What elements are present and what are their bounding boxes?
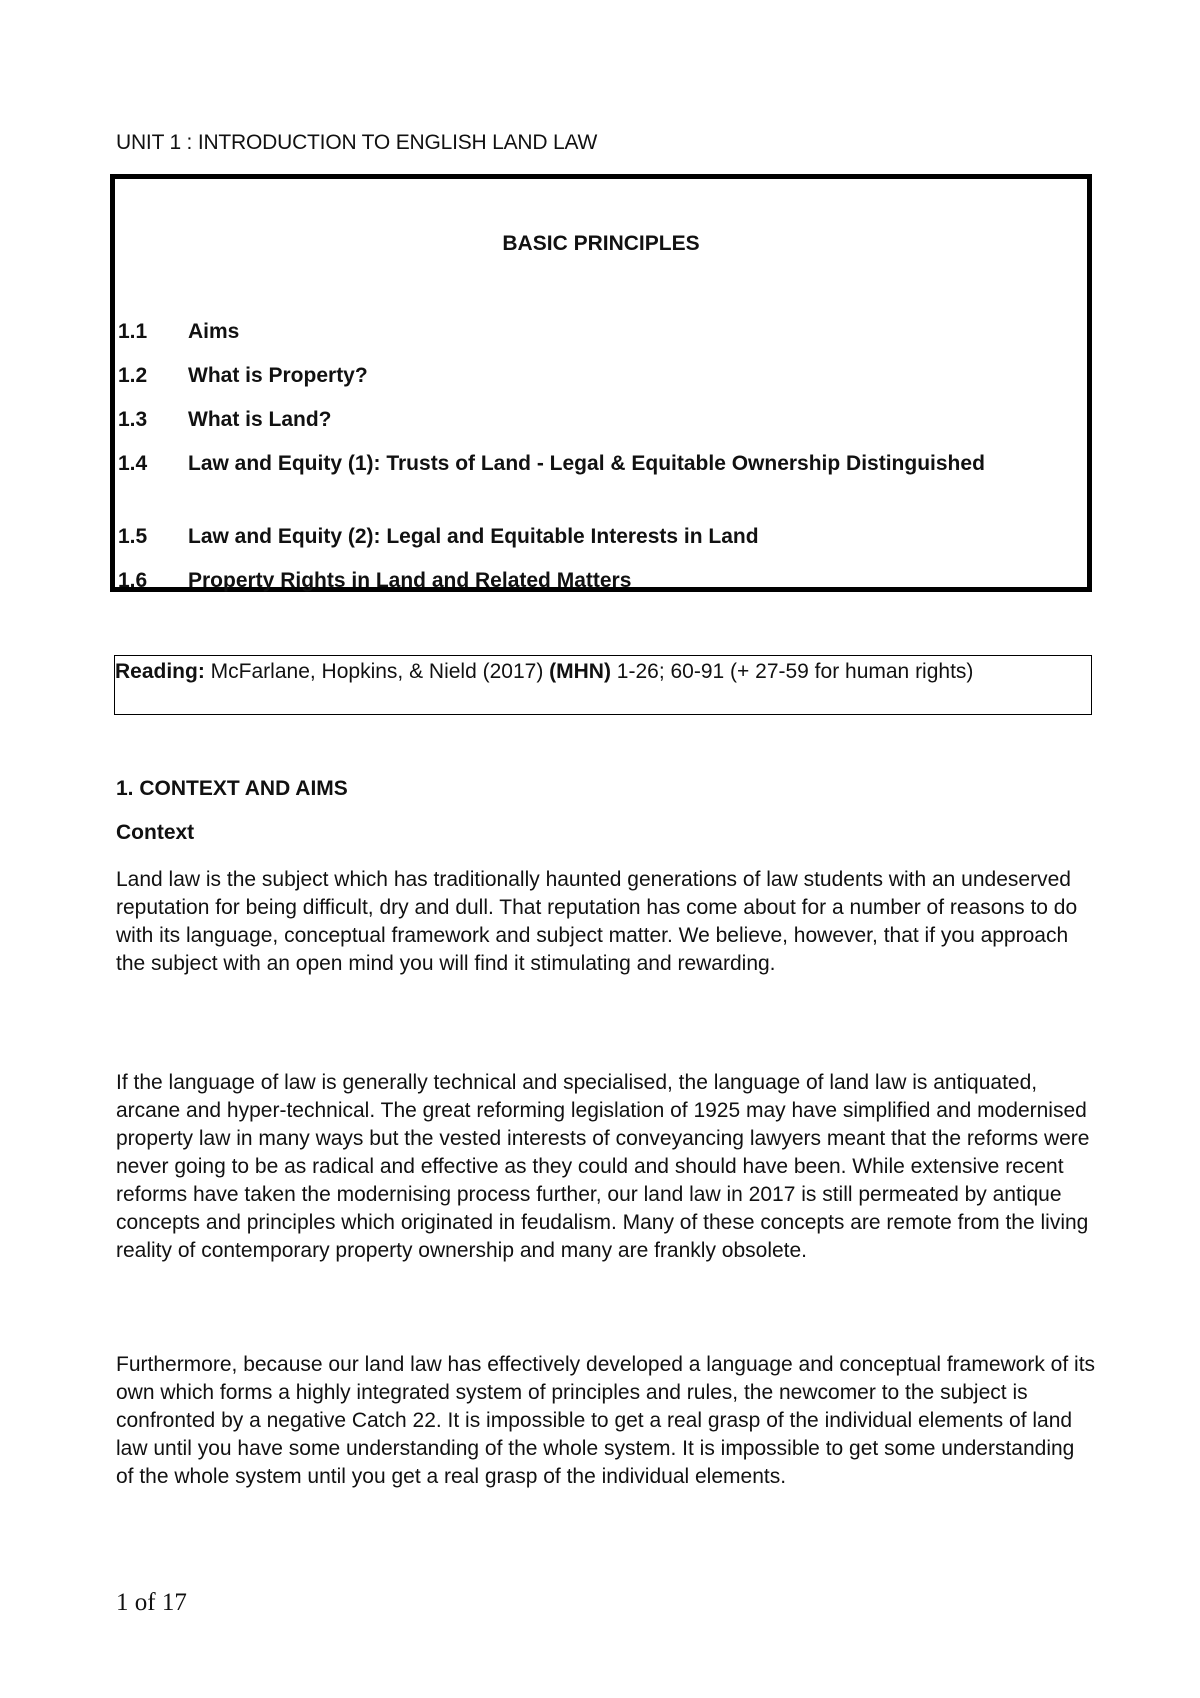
toc-text: What is Property? [188,364,368,387]
toc-number: 1.4 [118,452,148,475]
toc-item-law-equity-1 [115,450,1067,478]
reading-abbreviation: (MHN) [549,660,611,683]
paragraph: If the language of law is generally technical and specialised, the language of land law is antiquated, arcane and hyper-technical. The great reforming legislation of 1925 may have simplified and modernised property law in many ways but the vested interests of conveyancing lawyers meant that the reforms were never going to be as radical and effective as they could and should have been. While extensive recent reforms have taken the modernising process further, our land law in 2017 is still permeated by antique concepts and principles which originated in feudalism. Many of these concepts are remote from the living reality of contemporary property ownership and many are frankly obsolete. [116,1071,1090,1262]
principles-heading: BASIC PRINCIPLES [502,232,700,255]
paragraph: Land law is the subject which has traditionally haunted generations of law students with an undeserved reputation for being difficult, dry and dull. That reputation has come about for a number of reasons to do with its language, conceptual framework and subject matter. We believe, however, that if you approach the subject with an open mind you will find it stimulating and rewarding. [116,868,1078,975]
toc-number: 1.5 [118,525,148,548]
context-subheading: Context [116,821,195,844]
unit-title: UNIT 1 : INTRODUCTION TO ENGLISH LAND LAW [116,131,598,154]
toc-number: 1.3 [118,408,148,431]
reading-authors: McFarlane, Hopkins, & Nield (2017) [204,660,550,683]
reading-pages: 1-26; 60-91 (+ 27-59 for human rights) [610,660,974,683]
toc-item-property [115,362,1067,390]
section-heading: 1. CONTEXT AND AIMS [116,777,348,800]
toc-text: Property Rights in Land and Related Matters [188,569,632,592]
toc-item-land [115,406,1067,434]
paragraph: Furthermore, because our land law has effectively developed a language and conceptual framework of its own which forms a highly integrated system of principles and rules, the newcomer to the subject is confronted by a negative Catch 22. It is impossible to get a real grasp of the individual elements of land law until you have some understanding of the whole system. It is impossible to get some understanding of the whole system until you get a real grasp of the individual elements. [116,1353,1096,1488]
reading-box [114,655,1092,715]
toc-text: Law and Equity (1): Trusts of Land - Legal & Equitable Ownership Distinguished [188,452,985,475]
toc-text: What is Land? [188,408,332,431]
toc-text: Law and Equity (2): Legal and Equitable Interests in Land [188,525,759,548]
toc-item-aims [115,318,1067,346]
toc-item-law-equity-2 [115,523,1067,551]
toc-text: Aims [188,320,240,343]
toc-number: 1.6 [118,569,148,592]
toc-number: 1.1 [118,320,148,343]
toc-item-property-rights [115,567,1067,595]
toc-number: 1.2 [118,364,148,387]
page-number: 1 of 17 [116,1589,187,1616]
basic-principles-box [110,174,1092,592]
reading-label: Reading: [115,660,205,683]
